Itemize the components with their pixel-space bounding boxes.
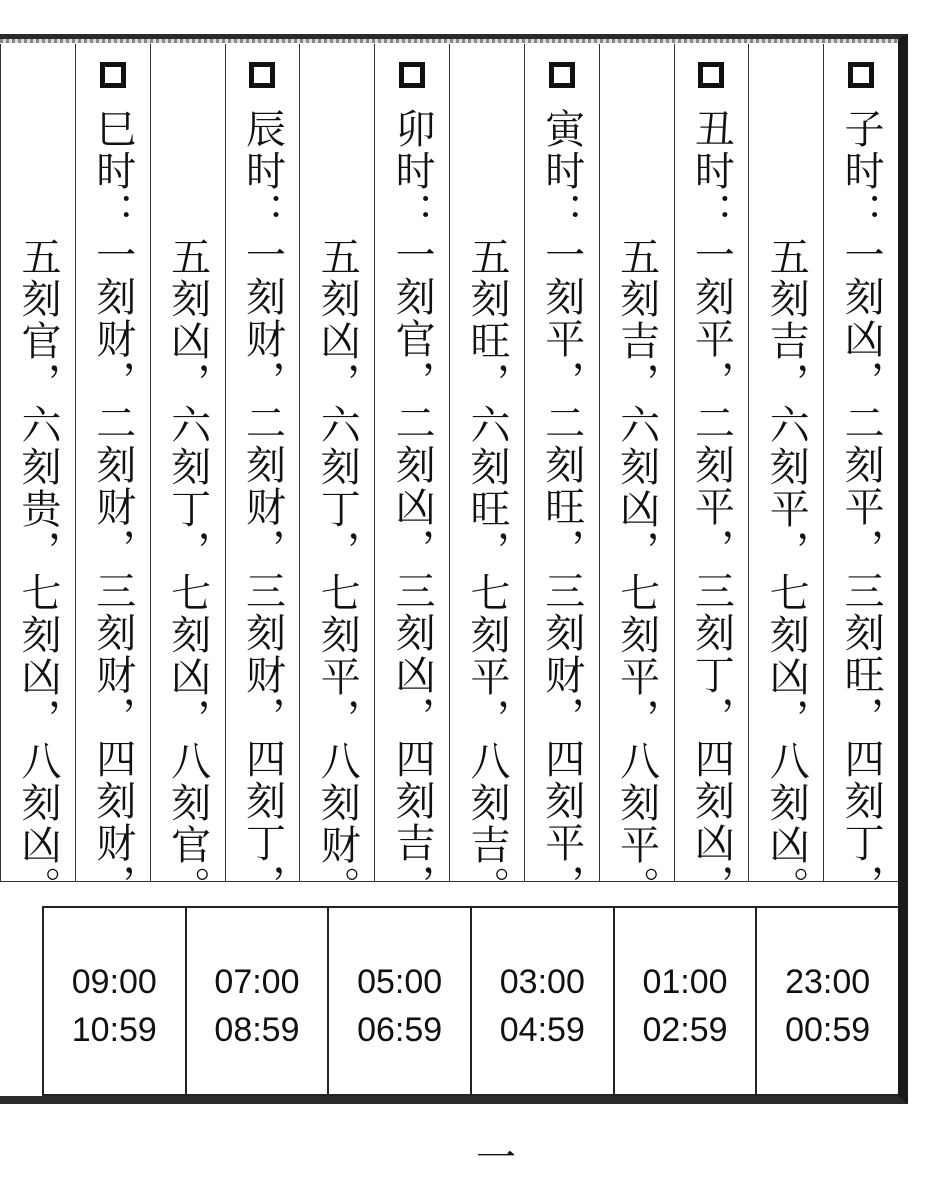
time-start: 01:00 bbox=[642, 963, 728, 1001]
period-text: 五刻凶，六刻丁，七刻凶，八刻官。 bbox=[164, 236, 211, 908]
period-name: 辰时： bbox=[239, 108, 286, 234]
time-start: 23:00 bbox=[785, 963, 871, 1001]
period-mao-second bbox=[299, 44, 374, 908]
period-chou-first bbox=[674, 44, 749, 906]
page-number: 一 bbox=[476, 1135, 516, 1181]
period-zi-first bbox=[823, 44, 898, 906]
time-start: 05:00 bbox=[357, 963, 443, 1001]
period-text: 五刻凶，六刻丁，七刻平，八刻财。 bbox=[314, 236, 361, 908]
period-text: 一刻财，二刻财，三刻财，四刻丁， bbox=[239, 234, 286, 906]
period-text: 一刻平，二刻平，三刻丁，四刻凶， bbox=[688, 234, 735, 906]
checkbox-icon bbox=[549, 62, 575, 88]
period-name: 子时： bbox=[838, 108, 885, 234]
time-end: 08:59 bbox=[214, 1011, 300, 1049]
time-start: 09:00 bbox=[71, 963, 157, 1001]
period-name: 寅时： bbox=[538, 108, 585, 234]
time-start: 03:00 bbox=[499, 963, 585, 1001]
time-range-chen bbox=[185, 908, 328, 1094]
checkbox-icon bbox=[848, 62, 874, 88]
time-range-zi bbox=[755, 908, 898, 1094]
period-yin-second bbox=[449, 44, 524, 908]
period-name: 丑时： bbox=[688, 108, 735, 234]
period-text: 五刻旺，六刻旺，七刻平，八刻吉。 bbox=[463, 236, 510, 908]
checkbox-icon bbox=[100, 62, 126, 88]
time-range-chou bbox=[613, 908, 756, 1094]
checkbox-icon bbox=[249, 62, 275, 88]
period-si-second bbox=[1, 44, 75, 908]
period-text: 五刻吉，六刻凶，七刻平，八刻平。 bbox=[613, 236, 660, 908]
period-text: 一刻平，二刻旺，三刻财，四刻平， bbox=[538, 234, 585, 906]
time-range-mao bbox=[327, 908, 470, 1094]
period-chen-first bbox=[225, 44, 300, 906]
period-si-first bbox=[75, 44, 150, 906]
periods-table bbox=[0, 44, 898, 908]
period-text: 一刻凶，二刻平，三刻旺，四刻丁， bbox=[838, 234, 885, 906]
time-range-table bbox=[42, 906, 898, 1096]
period-chou-second bbox=[599, 44, 674, 908]
time-range-si bbox=[44, 908, 185, 1094]
period-yin-first bbox=[524, 44, 599, 906]
period-name: 巳时： bbox=[89, 108, 136, 234]
period-text: 五刻吉，六刻平，七刻凶，八刻凶。 bbox=[763, 236, 810, 908]
period-mao-first bbox=[374, 44, 449, 906]
time-end: 04:59 bbox=[499, 1011, 585, 1049]
time-start: 07:00 bbox=[214, 963, 300, 1001]
time-range-yin bbox=[470, 908, 613, 1094]
time-end: 02:59 bbox=[642, 1011, 728, 1049]
period-text: 一刻财，二刻财，三刻财，四刻财， bbox=[89, 234, 136, 906]
time-end: 10:59 bbox=[71, 1011, 157, 1049]
checkbox-icon bbox=[698, 62, 724, 88]
period-zi-second bbox=[748, 44, 823, 908]
period-text: 五刻官，六刻贵，七刻凶，八刻凶。 bbox=[14, 236, 61, 908]
period-name: 卯时： bbox=[389, 108, 436, 234]
time-end: 06:59 bbox=[357, 1011, 443, 1049]
time-end: 00:59 bbox=[785, 1011, 871, 1049]
checkbox-icon bbox=[399, 62, 425, 88]
period-chen-second bbox=[150, 44, 225, 908]
period-text: 一刻官，二刻凶，三刻凶，四刻吉， bbox=[389, 234, 436, 906]
